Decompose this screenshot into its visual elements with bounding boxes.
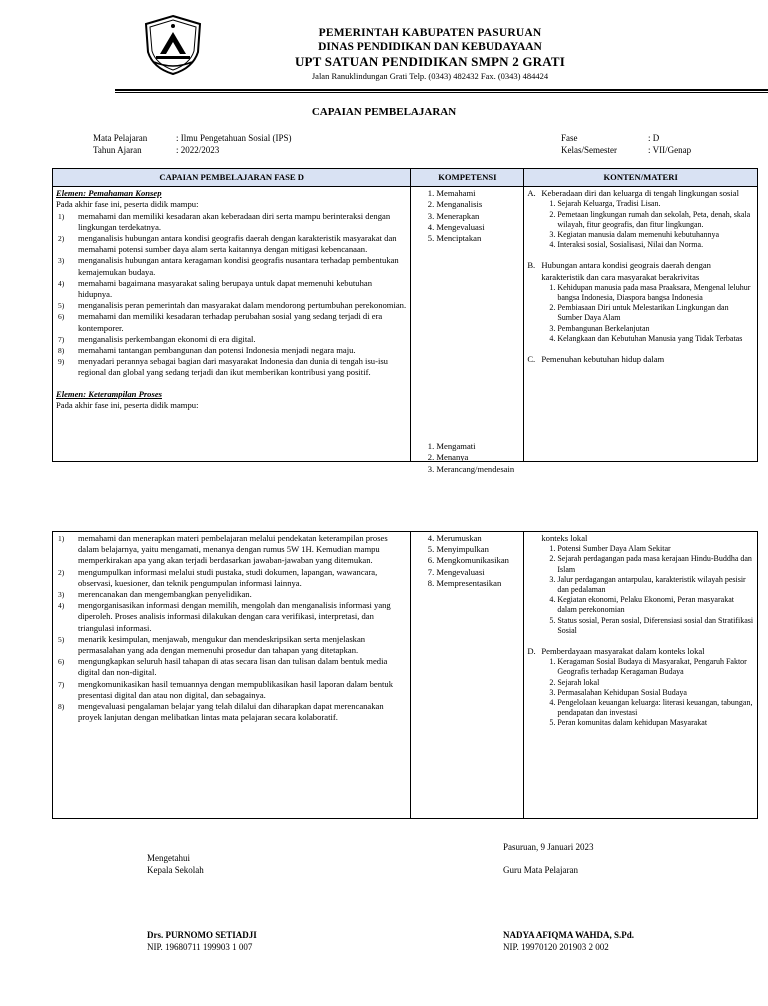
list-item: 8. Mempresentasikan <box>436 578 520 589</box>
regency-logo <box>138 14 208 76</box>
list-item: 4. Mengevaluasi <box>436 222 520 233</box>
cp-table-page-1 <box>52 168 758 474</box>
list-item: 1. Kehidupan manusia pada masa Praaksara, Mengenal leluhur bangsa Indonesia, Diaspora bangsa Indonesia <box>557 283 754 303</box>
capaian-cell <box>53 187 411 462</box>
list-item: mengumpulkan informasi melalui studi pustaka, studi dokumen, lapangan, wawancara, observasi, kuesioner, dan teknik pengumpulan informasi lainnya. <box>78 566 378 588</box>
header-line-1: PEMERINTAH KABUPATEN PASURUAN <box>318 27 542 39</box>
list-item: 2. Menganalisis <box>436 199 520 210</box>
konten-b: B. Hubungan antara kondisi geograis daerah dengan karakteristik dan cara masyarakat berakrivitas <box>527 260 711 282</box>
list-item: 2. Pembiasaan Diri untuk Melestarikan Lingkungan dan Sumber Daya Alam <box>557 303 754 323</box>
subject-value: : Ilmu Pengetahuan Sosial (IPS) <box>176 133 292 143</box>
list-item: memahami dan menerapkan materi pembelajaran melalui pendekatan keterampilan proses dalam belajarnya, yaitu mengamati, menanya dengan rumus 5W 1H. Kemudian mampu memperkirakan apa yang akan terjadi berdasarkan jawaban-jawaban yang ditemukan. <box>78 533 388 566</box>
kompetensi-list-3 <box>414 533 520 589</box>
list-item: 1. Sejarah Keluarga, Tradisi Lisan. <box>557 199 754 209</box>
konten-cell-2 <box>524 532 758 819</box>
list-item: 5. Menciptakan <box>436 233 520 244</box>
list-item: 3. Merancang/mendesain <box>436 464 514 475</box>
konten-b-list <box>527 283 754 344</box>
elemen-title-1: Elemen: Pemahaman Konsep <box>56 188 162 199</box>
class-label: Kelas/Semester <box>561 145 617 155</box>
kompetensi-list-2 <box>414 441 514 475</box>
list-item: merencanakan dan mengembangkan penyelidikan. <box>78 589 252 600</box>
elemen-2-list <box>56 533 407 723</box>
konten-cell <box>524 187 758 462</box>
subject-label: Mata Pelajaran <box>93 133 148 143</box>
elemen-title-2: Elemen: Keterampilan Proses <box>56 388 162 399</box>
list-item: 4. Kegiatan ekonomi, Pelaku Ekonomi, Peran masyarakat dalam perekonomian <box>557 595 754 615</box>
capaian-cell-2 <box>53 532 411 819</box>
header-kompetensi: KOMPETENSI <box>411 169 524 187</box>
place-date: Pasuruan, 9 Januari 2023 <box>503 842 594 852</box>
list-item: 4. Interaksi sosial, Sosialisasi, Nilai dan Norma. <box>557 240 754 250</box>
kompetensi-cell-2 <box>411 532 524 819</box>
list-item: 3. Kegiatan manusia dalam memenuhi kebutuhannya <box>557 230 754 240</box>
header-konten: KONTEN/MATERI <box>524 169 758 187</box>
list-item: 1. Mengamati <box>436 441 514 452</box>
list-item: memahami dan memiliki kesadaran terhadap perubahan sosial yang sedang terjadi di era kontemporer. <box>78 311 383 333</box>
acknowledged-label: Mengetahui <box>147 853 190 863</box>
header-line-3: UPT SATUAN PENDIDIKAN SMPN 2 GRATI <box>294 54 566 69</box>
list-item: 4. Merumuskan <box>436 533 520 544</box>
header-line-2: DINAS PENDIDIKAN DAN KEBUDAYAAN <box>318 41 542 53</box>
class-value: : VII/Genap <box>648 145 692 155</box>
teacher-name: NADYA AFIQMA WAHDA, S.Pd. <box>503 930 635 940</box>
list-item: mengorganisasikan informasi dengan memilih, mengolah dan menganalisis informasi yang diperoleh. Proses analisis informasi dilakukan dengan cara verifikasi, interpretasi, dan triangulasi informasi. <box>78 600 391 633</box>
kompetensi-cell <box>411 187 524 474</box>
list-item: mengevaluasi pengalaman belajar yang telah dilalui dan diharapkan dapat merencanakan proyek lanjutan dengan melibatkan lintas mata pelajaran secara kolaboratif. <box>78 701 384 723</box>
principal-nip: NIP. 19680711 199903 1 007 <box>147 942 253 952</box>
list-item: 4. Pengelolaan keuangan keluarga: literasi keuangan, tabungan, pendapatan dan investasi <box>557 698 754 718</box>
list-item: menganalisis peran pemerintah dan masyarakat dalam mendorong pertumbuhan perekonomian. <box>78 300 407 311</box>
list-item: menganalisis hubungan antara keragaman kondisi geografis nusantara terhadap pembentukan kemajemukan budaya. <box>78 255 399 277</box>
konten-a-list <box>527 199 754 250</box>
year-label: Tahun Ajaran <box>93 145 142 155</box>
year-value: : 2022/2023 <box>176 145 220 155</box>
konten-c: C. Pemenuhan kebutuhan hidup dalam <box>527 354 665 365</box>
header-capaian: CAPAIAN PEMBELAJARAN FASE D <box>53 169 411 187</box>
list-item: 2. Sejarah lokal <box>557 678 754 688</box>
header-rule-thin <box>115 92 768 93</box>
list-item: mengkomunikasikan hasil temuannya dengan mempublikasikan hasil laporan dalam bentuk presentasi digital dan atau non digital, dan sebagainya. <box>78 678 394 700</box>
kompetensi-list-1 <box>414 188 520 244</box>
elemen-intro-2: Pada akhir fase ini, peserta didik mampu: <box>56 399 199 410</box>
list-item: 1. Potensi Sumber Daya Alam Sekitar <box>557 544 754 554</box>
list-item: 3. Jalur perdagangan antarpulau, karakteristik wilayah pesisir dan pedalaman <box>557 575 754 595</box>
teacher-label: Guru Mata Pelajaran <box>503 865 578 875</box>
list-item: 5. Status sosial, Peran sosial, Diferensiasi sosial dan Stratifikasi Sosial <box>557 616 754 636</box>
list-item: 5. Peran komunitas dalam kehidupan Masyarakat <box>557 718 754 728</box>
phase-label: Fase <box>561 133 578 143</box>
list-item: memahami bagaimana masyarakat saling berupaya untuk dapat memenuhi kebutuhan hidupnya. <box>78 277 372 300</box>
phase-value: : D <box>648 133 660 143</box>
cp-table-page-2 <box>52 531 758 819</box>
header-rule <box>115 89 768 91</box>
konten-c-cont: konteks lokal <box>541 533 588 543</box>
list-item: memahami dan memiliki kesadaran akan keberadaan diri serta mampu berinteraksi dengan lingkungan terdekatnya. <box>78 210 391 232</box>
teacher-nip: NIP. 19970120 201903 2 002 <box>503 942 609 952</box>
list-item: 7. Mengevaluasi <box>436 567 520 578</box>
list-item: 3. Permasalahan Kehidupan Sosial Budaya <box>557 688 754 698</box>
konten-c-list <box>527 544 754 636</box>
list-item: 6. Mengkomunikasikan <box>436 555 520 566</box>
elemen-1-list <box>56 211 407 379</box>
list-item: 1. Keragaman Sosial Budaya di Masyarakat, Pengaruh Faktor Geografis terhadap Keragaman Budaya <box>557 657 754 677</box>
list-item: menganalisis perkembangan ekonomi di era digital. <box>78 333 256 344</box>
header-address: Jalan Ranuklindungan Grati Telp. (0343) 482432 Fax. (0343) 484424 <box>311 71 549 81</box>
konten-a: A. Keberadaan diri dan keluarga di tengah lingkungan sosial <box>527 188 739 199</box>
document-title: CAPAIAN PEMBELAJARAN <box>311 106 457 118</box>
list-item: 2. Pemetaan lingkungan rumah dan sekolah, Peta, denah, skala wilayah, fitur geografis, dan fitur lingkungan. <box>557 210 754 230</box>
list-item: menarik kesimpulan, menjawab, mengukur dan mendeskripsikan serta menjelaskan permasalahan yang ada dengan memenuhi prosedur dan tahapan yang ditetapkan. <box>78 633 366 656</box>
konten-d: D. Pemberdayaan masyarakat dalam konteks lokal <box>527 646 705 657</box>
principal-name: Drs. PURNOMO SETIADJI <box>147 930 257 940</box>
list-item: 3. Menerapkan <box>436 211 520 222</box>
list-item: 1. Memahami <box>436 188 520 199</box>
elemen-intro-1: Pada akhir fase ini, peserta didik mampu: <box>56 199 199 210</box>
list-item: 2. Sejarah perdagangan pada masa kerajaan Hindu-Buddha dan Islam <box>557 554 754 574</box>
list-item: menyadari perannya sebagai bagian dari masyarakat Indonesia dan dunia di tengah isu-isu regional dan global yang sedang terjadi dan ikut memberikan kontribusi yang positif. <box>78 356 388 378</box>
list-item: 2. Menanya <box>436 452 514 463</box>
list-item: 5. Menyimpulkan <box>436 544 520 555</box>
list-item: mengungkapkan seluruh hasil tahapan di atas secara lisan dan tulisan dalam bentuk media digital dan non-digital. <box>78 656 388 678</box>
list-item: 3. Pembangunan Berkelanjutan <box>557 324 754 334</box>
list-item: menganalisis hubungan antara kondisi geografis daerah dengan karakteristik masyarakat dan memahami potensi sumber daya alam serta kaitannya dengan mitigasi kebencanaan. <box>78 233 397 255</box>
list-item: 4. Kelangkaan dan Kebutuhan Manusia yang Tidak Terbatas <box>557 334 754 344</box>
principal-label: Kepala Sekolah <box>147 865 204 875</box>
konten-d-list <box>527 657 754 728</box>
list-item: memahami tantangan pembangunan dan potensi Indonesia menjadi negara maju. <box>78 345 356 356</box>
